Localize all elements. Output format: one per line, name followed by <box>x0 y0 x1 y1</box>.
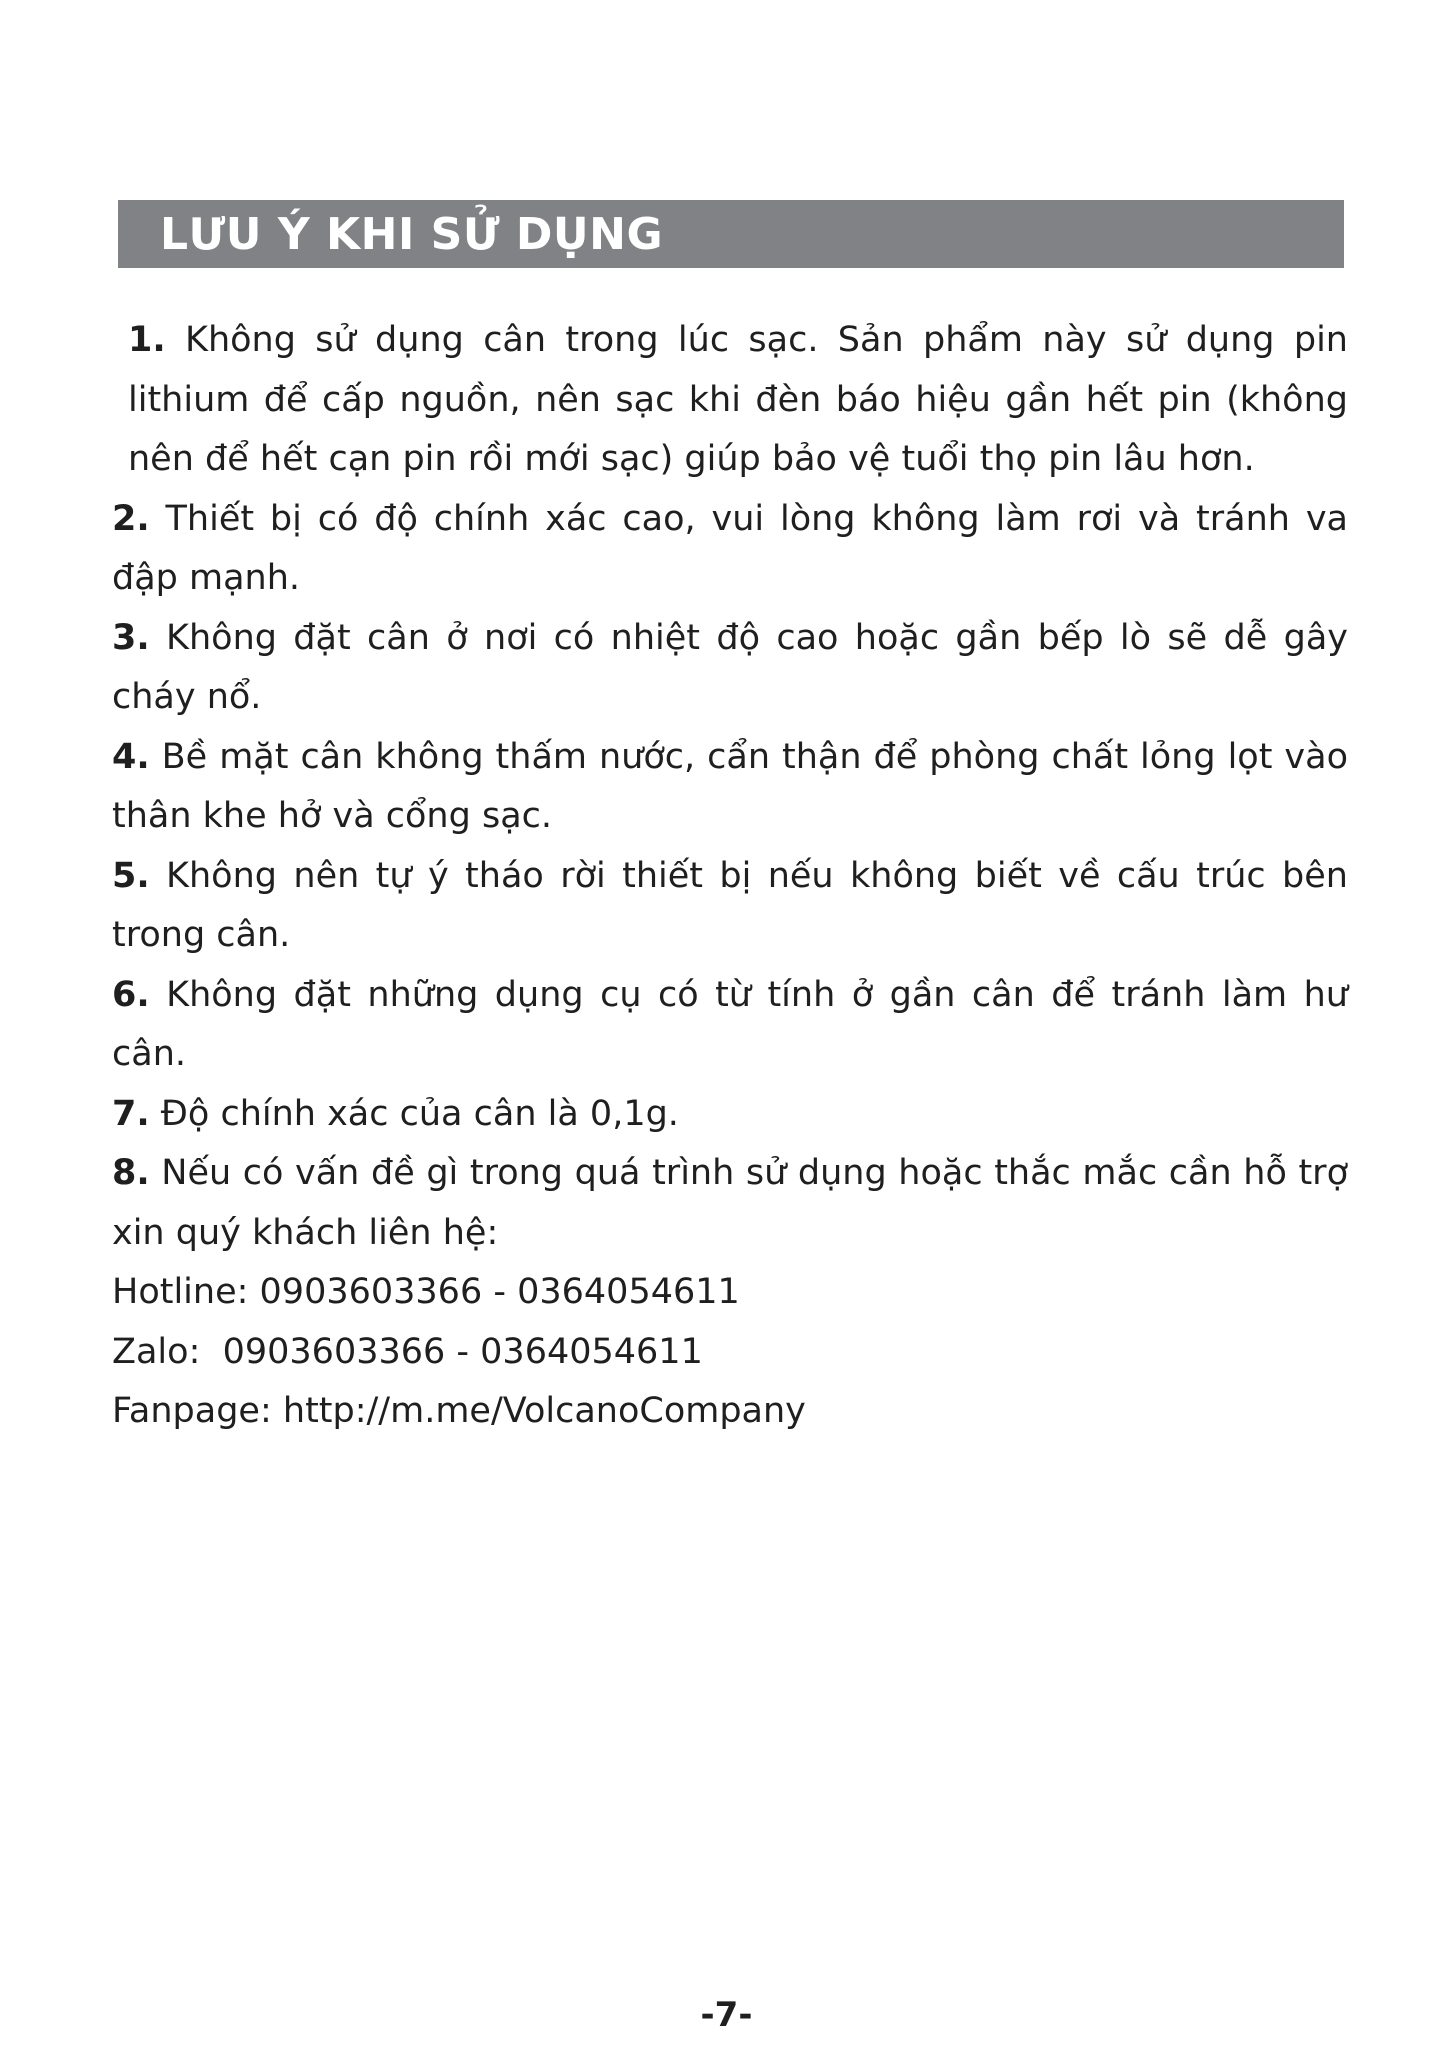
note-text: Độ chính xác của cân là 0,1g. <box>160 1093 679 1134</box>
note-text: Không nên tự ý tháo rời thiết bị nếu không biết về cấu trúc bên trong cân. <box>112 855 1348 955</box>
note-number: 4. <box>112 736 150 777</box>
note-text: Không đặt những dụng cụ có từ tính ở gần cân để tránh làm hư cân. <box>112 974 1348 1074</box>
note-item-6 <box>112 966 1348 1085</box>
fanpage-line: Fanpage: http://m.me/VolcanoCompany <box>112 1391 806 1431</box>
note-number: 7. <box>112 1093 150 1134</box>
note-item-3 <box>112 609 1348 728</box>
note-number: 3. <box>112 617 150 658</box>
note-text: Thiết bị có độ chính xác cao, vui lòng không làm rơi và tránh va đập mạnh. <box>112 498 1348 598</box>
page-number: -7- <box>700 1995 753 2035</box>
note-item-7 <box>112 1085 1348 1145</box>
note-item-8 <box>112 1144 1348 1263</box>
note-number: 2. <box>112 498 150 539</box>
note-number: 8. <box>112 1153 150 1193</box>
note-item-1 <box>112 311 1348 490</box>
note-number: 1. <box>128 320 166 360</box>
note-item-5 <box>112 847 1348 966</box>
section-title-bar <box>118 200 1344 268</box>
note-item-4 <box>112 728 1348 847</box>
note-item-2 <box>112 490 1348 609</box>
hotline-line: Hotline: 0903603366 - 0364054611 <box>112 1272 740 1312</box>
note-number: 5. <box>112 855 150 896</box>
note-text: Không sử dụng cân trong lúc sạc. Sản phẩm này sử dụng pin lithium để cấp nguồn, nên sạc khi đèn báo hiệu gần hết pin (không nên để hết cạn pin rồi mới sạc) giúp bảo vệ tuổi thọ pin lâu hơn. <box>128 320 1348 479</box>
note-text: Bề mặt cân không thấm nước, cẩn thận để phòng chất lỏng lọt vào thân khe hở và cổng sạc. <box>112 736 1348 836</box>
zalo-line: Zalo: 0903603366 - 0364054611 <box>112 1331 703 1372</box>
section-title: LƯU Ý KHI SỬ DỤNG <box>160 208 664 260</box>
note-text: Nếu có vấn đề gì trong quá trình sử dụng hoặc thắc mắc cần hỗ trợ xin quý khách liên hệ: <box>112 1153 1348 1253</box>
usage-notes <box>112 311 1348 1442</box>
note-text: Không đặt cân ở nơi có nhiệt độ cao hoặc gần bếp lò sẽ dễ gây cháy nổ. <box>112 617 1348 717</box>
note-number: 6. <box>112 974 150 1015</box>
